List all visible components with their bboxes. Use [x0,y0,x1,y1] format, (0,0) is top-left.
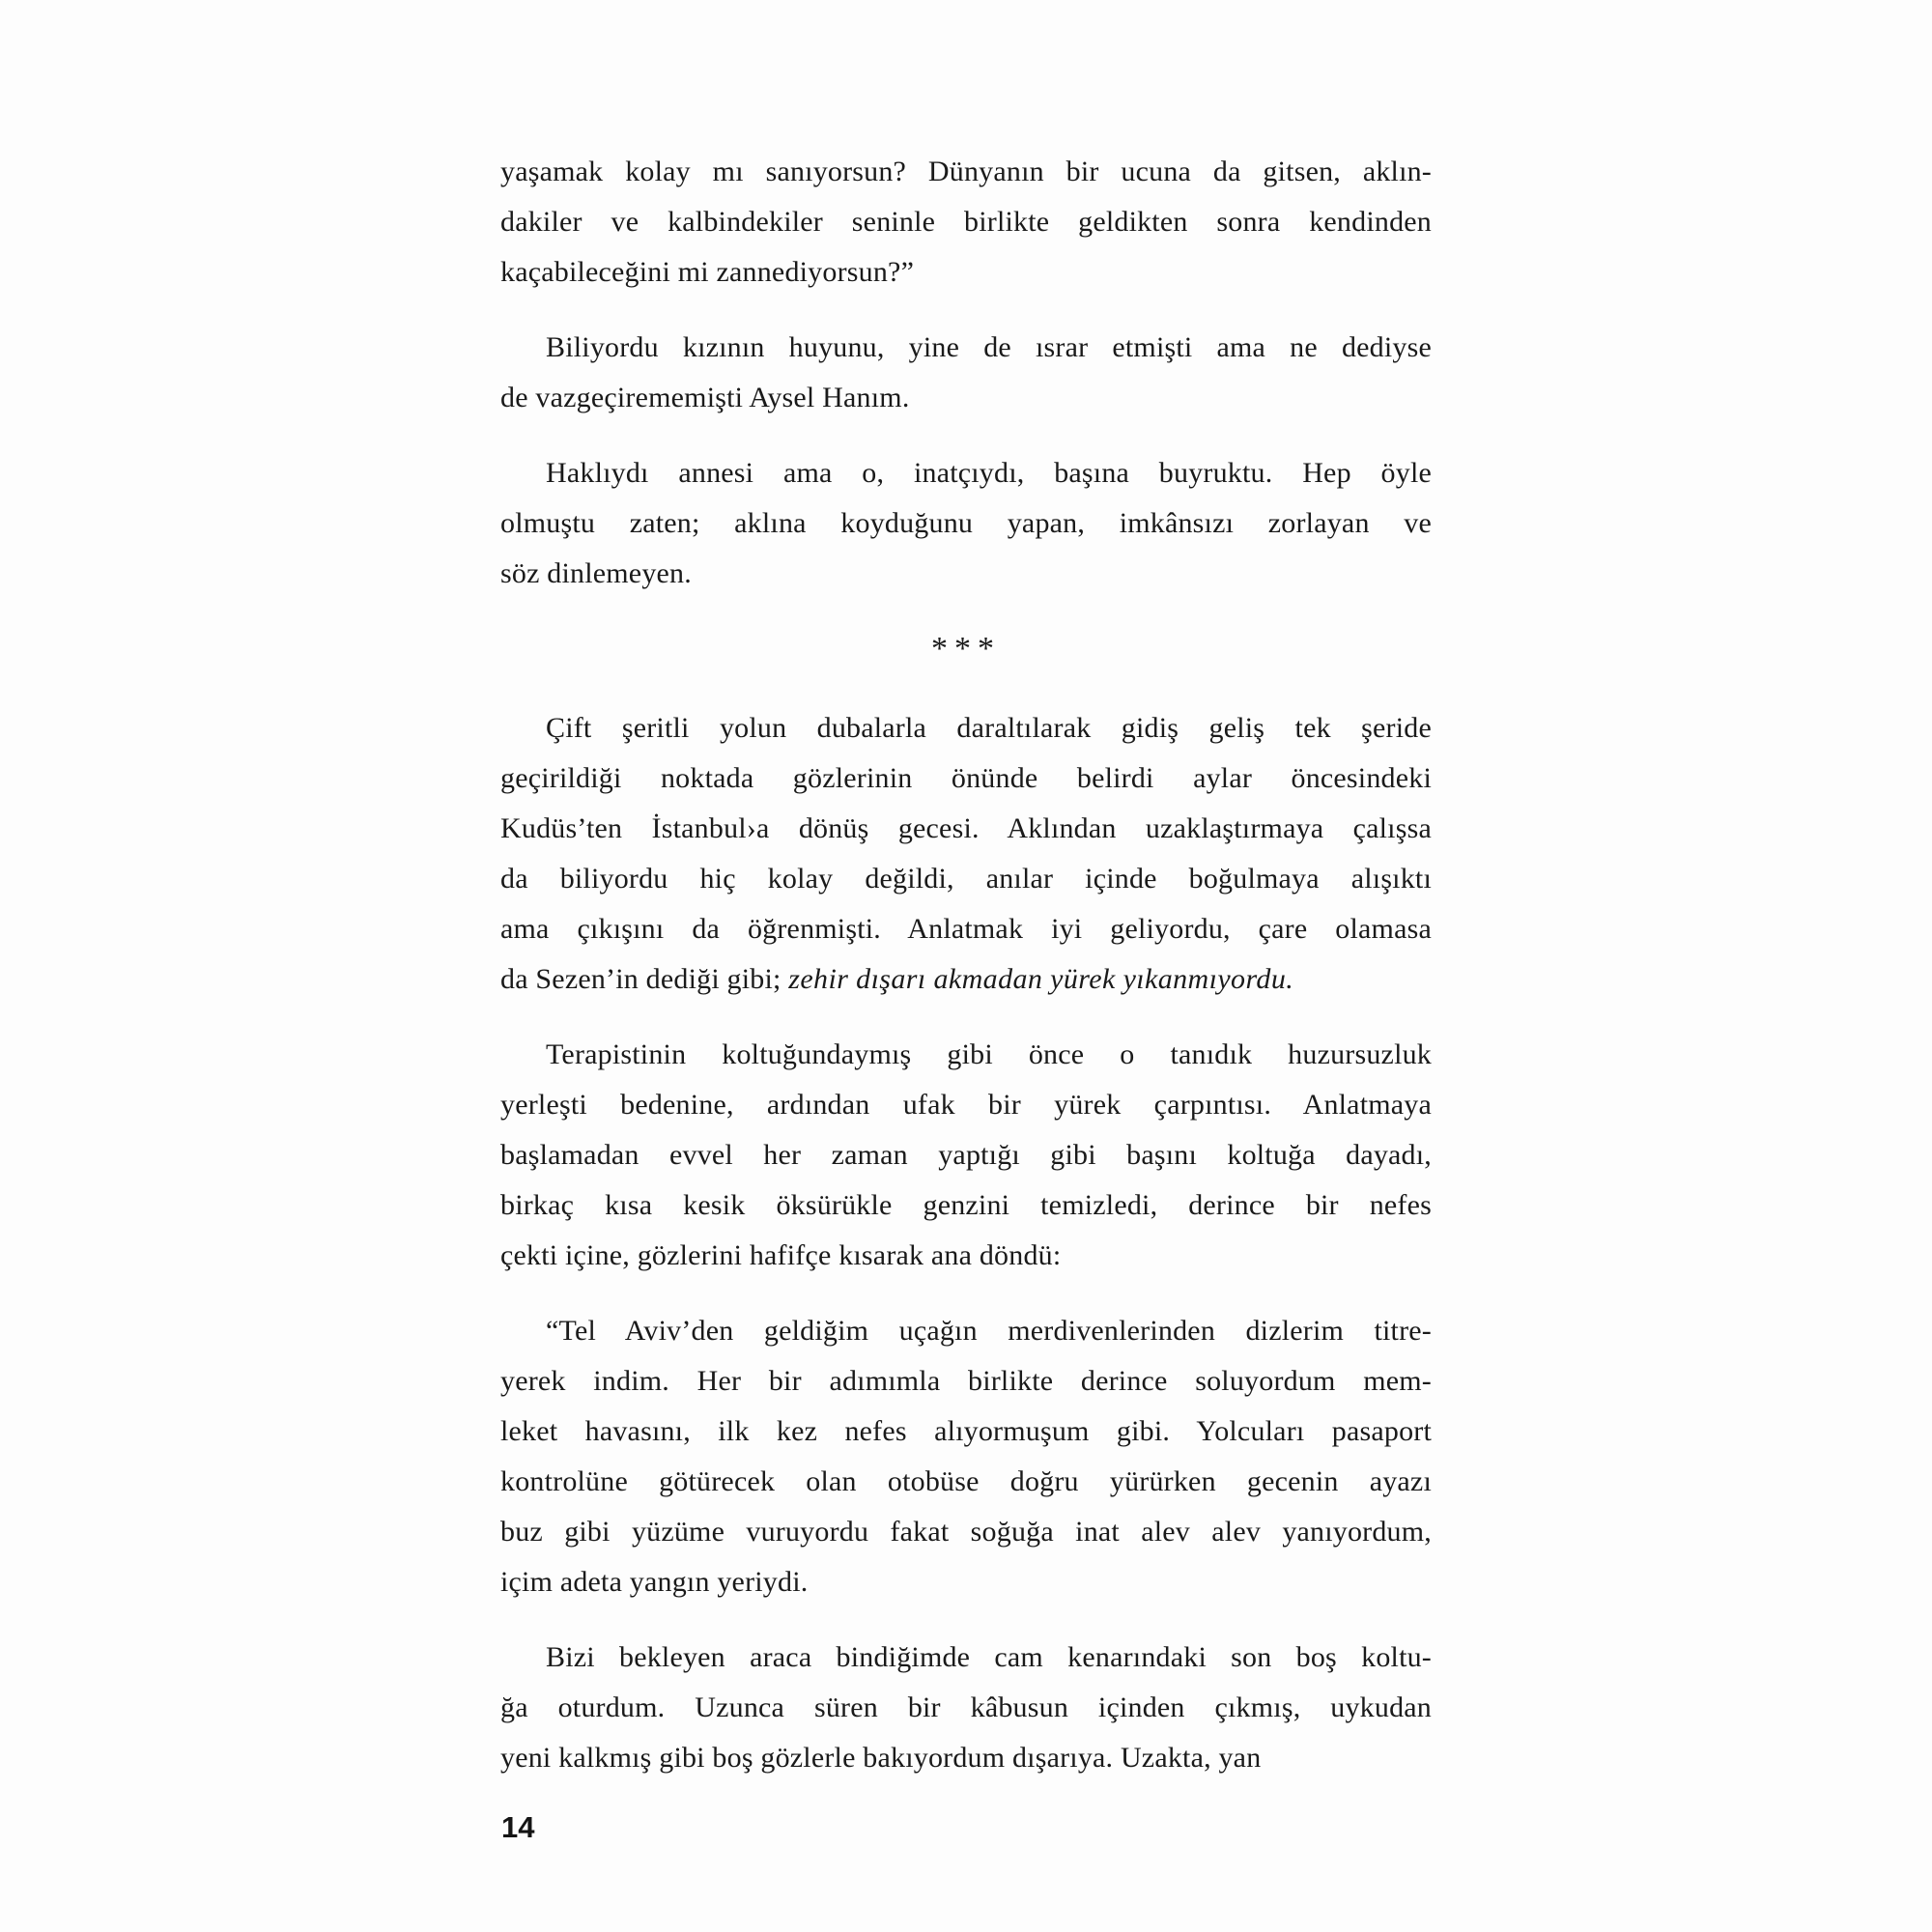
text-segment: kaçabileceğini mi zannediyorsun?” [500,256,915,288]
text-segment: başlamadan evvel her zaman yaptığı gibi başını koltuğa dayadı, [500,1139,1432,1171]
text-segment: ğa oturdum. Uzunca süren bir kâbusun içinden çıkmış, uykudan [500,1691,1432,1723]
text-segment: söz dinlemeyen. [500,557,692,589]
text-line [500,1231,1432,1281]
text-segment: çekti içine, gözlerini hafifçe kısarak ana döndü: [500,1239,1062,1271]
text-line [500,1356,1432,1406]
paragraph [500,448,1432,599]
text-column [500,147,1432,1808]
text-line [500,703,1432,753]
text-segment: Kudüs’ten İstanbul›a dönüş gecesi. Aklından uzaklaştırmaya çalışsa [500,812,1432,844]
text-line [500,904,1432,954]
text-segment: olmuştu zaten; aklına koyduğunu yapan, imkânsızı zorlayan ve [500,507,1432,539]
text-segment: Haklıydı annesi ama o, inatçıydı, başına buyruktu. Hep öyle [546,457,1432,489]
text-segment: Biliyordu kızının huyunu, yine de ısrar etmişti ama ne dediyse [546,331,1432,363]
paragraph [500,1633,1432,1783]
text-segment: de vazgeçirememişti Aysel Hanım. [500,382,910,413]
text-line [500,1180,1432,1231]
text-segment: da biliyordu hiç kolay değildi, anılar içinde boğulmaya alışıktı [500,863,1432,895]
text-segment: yeni kalkmış gibi boş gözlerle bakıyordum dışarıya. Uzakta, yan [500,1742,1262,1774]
page-number: 14 [501,1810,535,1844]
paragraph [500,147,1432,298]
text-line [500,1633,1432,1683]
paragraph [500,1030,1432,1281]
text-line [500,1080,1432,1130]
text-line [500,197,1432,247]
text-segment: birkaç kısa kesik öksürükle genzini temizledi, derince bir nefes [500,1189,1432,1221]
text-line [500,1733,1432,1783]
text-line [500,373,1432,423]
text-segment: “Tel Aviv’den geldiğim uçağın merdivenlerinden dizlerim titre- [546,1315,1432,1347]
text-line [500,1130,1432,1180]
text-segment: dakiler ve kalbindekiler seninle birlikte geldikten sonra kendinden [500,206,1432,238]
paragraph [500,1306,1432,1607]
text-segment: kontrolüne götürecek olan otobüse doğru yürürken gecenin ayazı [500,1465,1432,1497]
italic-segment: zehir dışarı akmadan yürek yıkanmıyordu. [788,963,1294,995]
text-segment: da Sezen’in dediği gibi; [500,963,789,995]
text-line [500,1507,1432,1557]
text-segment: geçirildiği noktada gözlerinin önünde belirdi aylar öncesindeki [500,762,1432,794]
section-separator: *** [931,631,1001,667]
text-segment: içim adeta yangın yeriydi. [500,1566,809,1598]
text-segment: yerek indim. Her bir adımımla birlikte derince soluyordum mem- [500,1365,1432,1397]
text-line [500,1683,1432,1733]
text-line [500,1306,1432,1356]
paragraph [500,703,1432,1005]
paragraph [500,323,1432,423]
text-line [500,147,1432,197]
text-segment: yaşamak kolay mı sanıyorsun? Dünyanın bir ucuna da gitsen, aklın- [500,156,1432,187]
text-line [500,323,1432,373]
text-line [500,753,1432,804]
text-segment: Terapistinin koltuğundaymış gibi önce o tanıdık huzursuzluk [546,1038,1432,1070]
text-line [500,1557,1432,1607]
text-line [500,854,1432,904]
text-line [500,247,1432,298]
text-segment: leket havasını, ilk kez nefes alıyormuşum gibi. Yolcuları pasaport [500,1415,1432,1447]
text-segment: yerleşti bedenine, ardından ufak bir yürek çarpıntısı. Anlatmaya [500,1089,1432,1121]
text-segment: ama çıkışını da öğrenmişti. Anlatmak iyi geliyordu, çare olamasa [500,913,1432,945]
text-line [500,954,1432,1005]
text-segment: buz gibi yüzüme vuruyordu fakat soğuğa inat alev alev yanıyordum, [500,1516,1432,1548]
text-line [500,1406,1432,1457]
text-segment: Çift şeritli yolun dubalarla daraltılarak gidiş geliş tek şeride [546,712,1432,744]
text-line [500,549,1432,599]
text-segment: Bizi bekleyen araca bindiğimde cam kenarındaki son boş koltu- [546,1641,1432,1673]
text-line [500,498,1432,549]
text-line [500,804,1432,854]
text-line [500,1030,1432,1080]
text-line [500,1457,1432,1507]
text-line [500,448,1432,498]
